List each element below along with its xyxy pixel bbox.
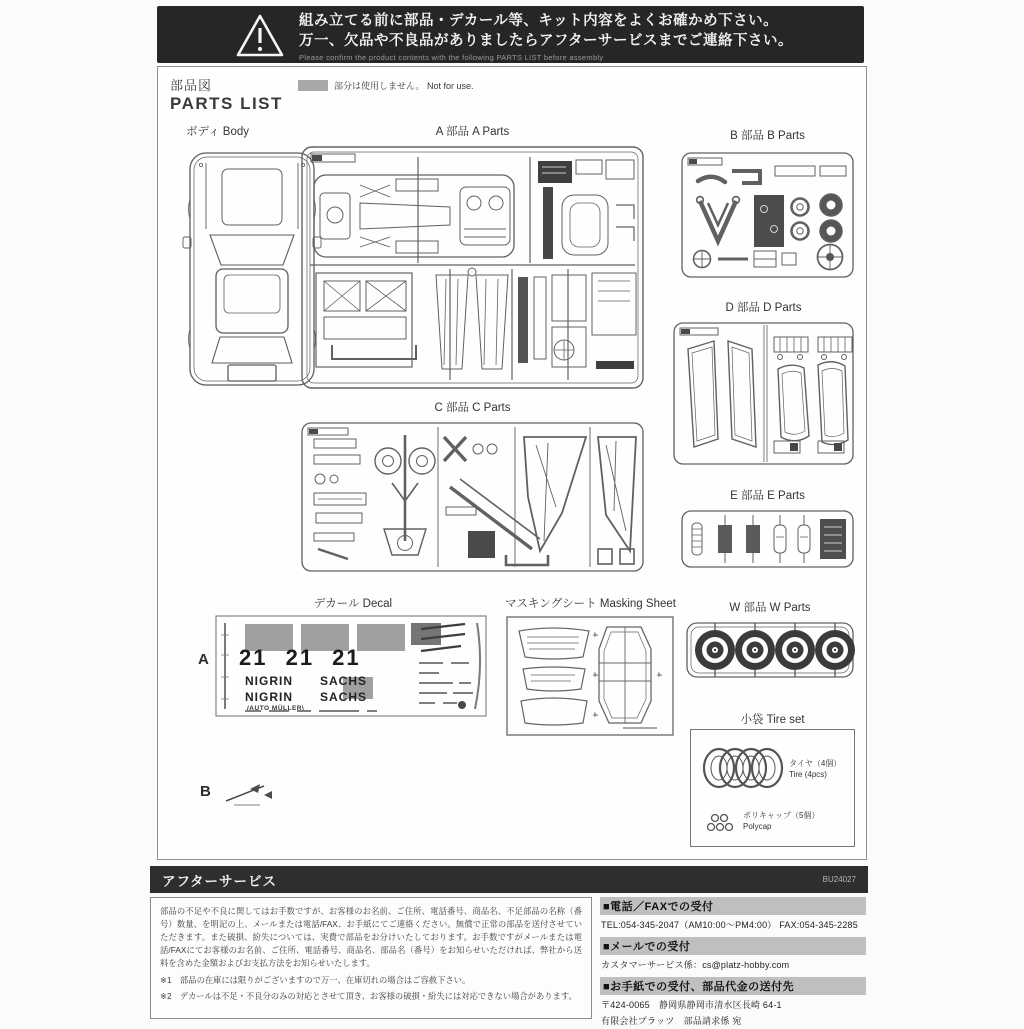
decal-brand-sachs-2: SACHS [320, 690, 368, 704]
decal-sheet [215, 615, 487, 717]
a-parts-label: A 部品 A Parts [435, 126, 510, 138]
decal-label: デカール Decal [313, 598, 393, 610]
contact-mail-line: カスタマーサービス係：cs@platz-hobby.com [601, 960, 790, 970]
antenna-part-drawing [220, 779, 276, 809]
decal-brand-nigrin-1: NIGRIN [245, 674, 293, 688]
d-parts-sprue [672, 321, 855, 466]
service-terms-body: 部品の不足や不良に関してはお手数ですが、お客様のお名前、ご住所、電話番号、商品名、不足部品の名称（番号）数量、を明記の上、メールまたは電話/FAX、お手紙にてご連絡ください。無償で正常の部品を送付させていただきます。また破損、紛失については、実費で部品をお分けいたしております。お手数ですがメールまたは電話/FAXにてお客様のお名前、ご住所、電話番号、商品名、部品名（番号）をお知らせいただければ、弊社から送料を含めた金額およびお支払方法をお知らせいたします。 [160, 906, 582, 968]
parts-list-heading [170, 75, 283, 114]
contact-info [600, 897, 866, 1029]
w-parts-label: W 部品 W Parts [729, 602, 811, 614]
w-parts-sprue [685, 617, 855, 683]
c-parts-sprue [300, 421, 645, 573]
b-parts-sprue [680, 151, 855, 279]
masking-sheet [505, 615, 675, 737]
service-terms-box [150, 897, 592, 1019]
decal-number-21: 21 21 21 [239, 645, 361, 670]
parts-list-title-jp: 部品図 [170, 78, 213, 93]
a-parts-sprue [300, 145, 645, 390]
warning-text [299, 11, 793, 63]
tire-set-box [690, 729, 855, 847]
contact-mail-header: ■メールでの受付 [600, 937, 866, 955]
decal-brand-sachs-1: SACHS [320, 674, 368, 688]
service-note-2: ※2 デカールは不足・不良分のみの対応とさせて頂き、お客様の破損・紛失には対応できない場合があります。 [160, 991, 577, 1002]
tire-label [789, 758, 841, 780]
e-parts-sprue [680, 509, 855, 569]
not-for-use-note [298, 79, 474, 92]
parts-list-sheet [157, 66, 867, 860]
decal-brand-nigrin-2: NIGRIN [245, 690, 293, 704]
warning-line-1: 組み立てる前に部品・デカール等、キット内容をよくお確かめ下さい。 [299, 13, 779, 29]
body-label: ボディ Body [186, 126, 249, 138]
c-parts-label: C 部品 C Parts [434, 402, 511, 414]
contact-address-2: 有限会社プラッツ 部品請求係 宛 [601, 1016, 742, 1026]
gray-swatch [298, 80, 328, 91]
d-parts-label: D 部品 D Parts [725, 302, 802, 314]
bag-b-label: B [200, 783, 211, 800]
warning-line-en: Please confirm the product contents with the following PARTS LIST before assembly [299, 53, 604, 62]
not-for-use-text: 部分は使用しません。 Not for use. [334, 81, 474, 91]
after-service-bar [150, 866, 868, 893]
service-note-1: ※1 部品の在庫には限りがございますので万一、在庫切れの場合はご容赦下さい。 [160, 974, 471, 985]
contact-address-1: 〒424-0065 静岡県静岡市清水区長崎 64-1 [601, 1000, 782, 1010]
after-service-title: アフターサービス [162, 873, 278, 889]
warning-triangle-icon [235, 13, 285, 59]
e-parts-label: E 部品 E Parts [730, 490, 805, 502]
polycap-label [743, 810, 819, 832]
contact-tel-header: ■電話／FAXでの受付 [600, 897, 866, 915]
tire-label-jp: タイヤ（4個） [789, 759, 842, 768]
contact-letter-header: ■お手紙での受付、部品代金の送付先 [600, 977, 866, 995]
tire-set-label: 小袋 Tire set [740, 714, 805, 726]
sheet-code: BU24027 [822, 875, 856, 884]
warning-banner [157, 6, 864, 63]
masking-sheet-label: マスキングシート Masking Sheet [505, 598, 676, 610]
parts-list-title-en: PARTS LIST [170, 94, 283, 113]
decal-brand-auto-muller: /AUTO MÜLLER\ [247, 705, 305, 712]
contact-tel-line: TEL:054-345-2047（AM10:00～PM4:00） FAX:054-345-2285 [601, 920, 858, 930]
bag-a-label: A [198, 651, 209, 668]
b-parts-label: B 部品 B Parts [730, 130, 805, 142]
polycap-label-jp: ポリキャップ（5個） [743, 811, 820, 820]
polycap-label-en: Polycap [743, 822, 772, 832]
warning-line-2: 万一、欠品や不良品がありましたらアフターサービスまでご連絡下さい。 [299, 33, 793, 49]
tire-label-en: Tire (4pcs) [789, 770, 827, 780]
